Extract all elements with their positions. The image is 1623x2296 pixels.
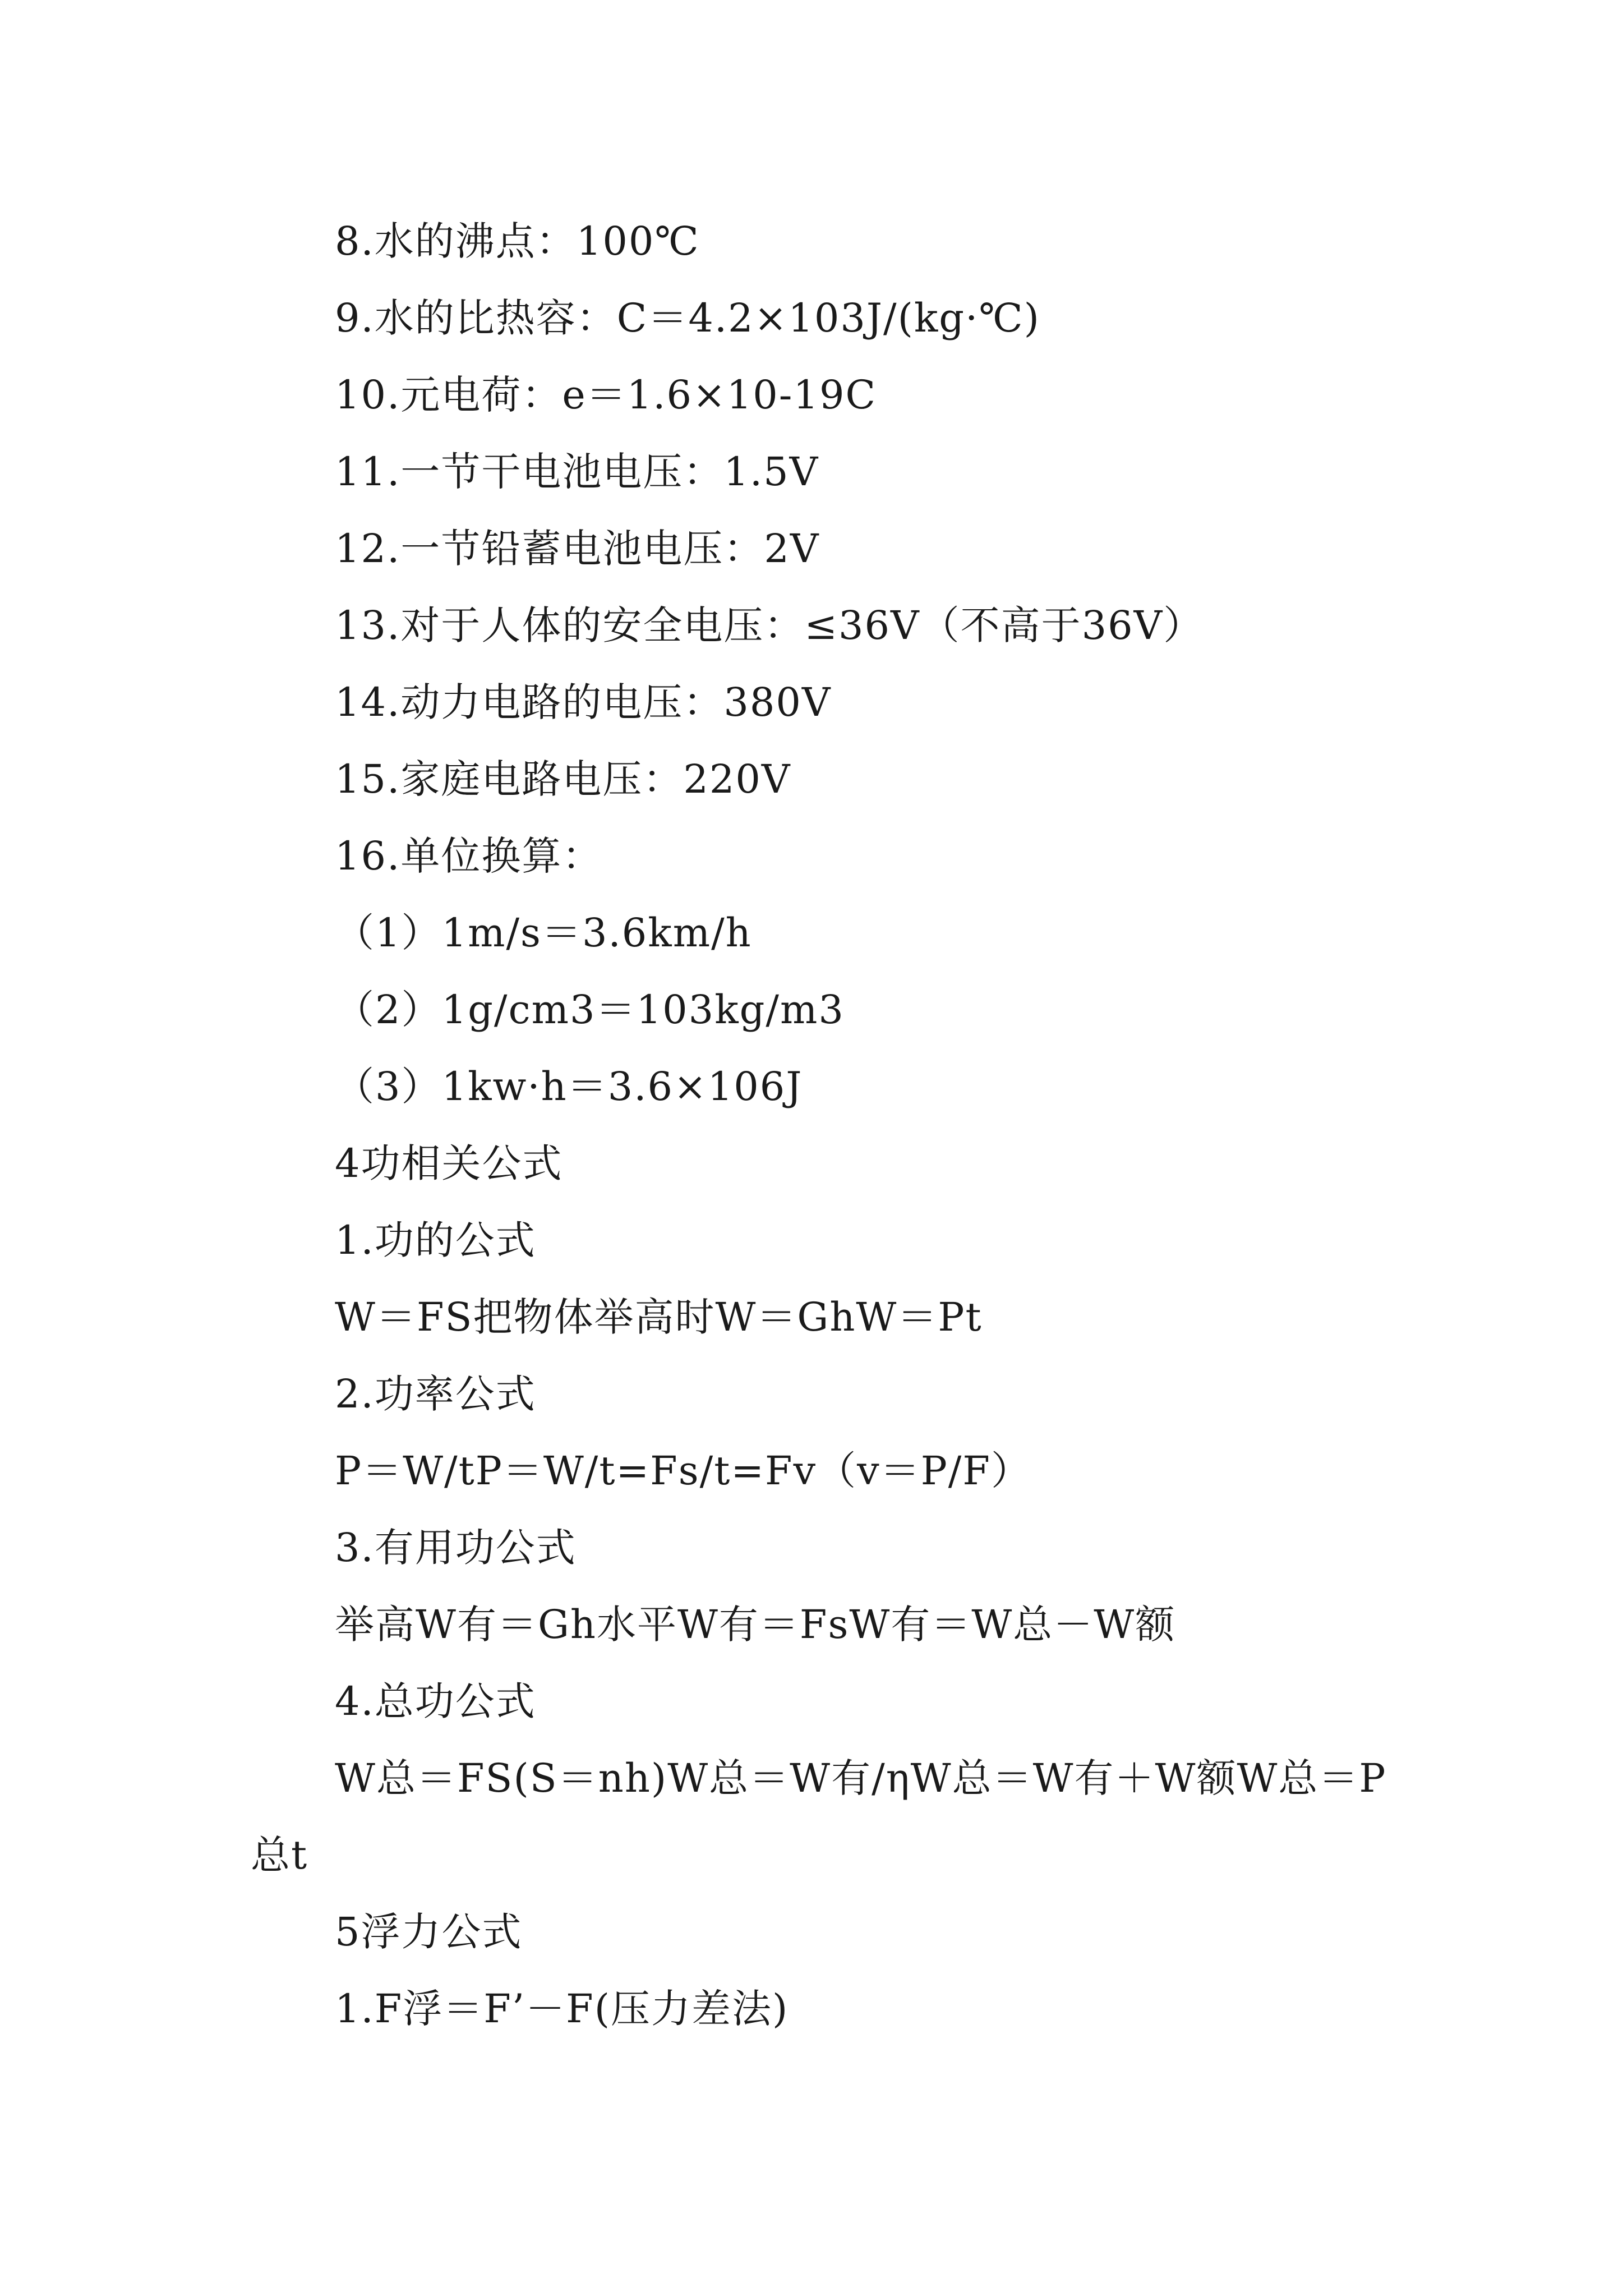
text-line-conversion-1: （1）1m/s＝3.6km/h xyxy=(335,910,752,956)
text-line-lead-battery-voltage: 12.一节铅蓄电池电压：2V xyxy=(335,526,820,572)
text-line-elementary-charge: 10.元电荷：e＝1.6×10-19C xyxy=(335,372,877,418)
text-line-total-work-formula: W总＝FS(S＝nh)W总＝W有/ηW总＝W有＋W额W总＝P xyxy=(335,1755,1387,1801)
text-line-water-boiling-point: 8.水的沸点：100℃ xyxy=(335,218,700,264)
text-line-household-voltage: 15.家庭电路电压：220V xyxy=(335,756,791,802)
text-line-power-formula-heading: 2.功率公式 xyxy=(335,1371,536,1417)
text-line-conversion-2: （2）1g/cm3＝103kg/m3 xyxy=(335,987,845,1033)
text-line-useful-work-formula: 举高W有＝Gh水平W有＝FsW有＝W总－W额 xyxy=(335,1602,1176,1648)
text-line-useful-work-heading: 3.有用功公式 xyxy=(335,1525,577,1571)
text-line-conversion-3: （3）1kw·h＝3.6×106J xyxy=(335,1064,803,1110)
text-line-buoyancy-pressure-difference: 1.F浮＝F’－F(压力差法) xyxy=(335,1986,789,2032)
section-heading-work-formulas: 4功相关公式 xyxy=(335,1140,563,1186)
text-line-power-formula: P＝W/tP＝W/t=Fs/t=Fv（v＝P/F） xyxy=(335,1448,1031,1494)
text-line-work-formula: W＝FS把物体举高时W＝GhW＝Pt xyxy=(335,1294,983,1340)
text-line-safe-voltage: 13.对于人体的安全电压：≤36V（不高于36V） xyxy=(335,602,1204,648)
section-heading-buoyancy-formulas: 5浮力公式 xyxy=(335,1909,523,1955)
text-line-dry-battery-voltage: 11.一节干电池电压：1.5V xyxy=(335,449,819,495)
text-line-power-circuit-voltage: 14.动力电路的电压：380V xyxy=(335,679,832,725)
text-line-water-specific-heat: 9.水的比热容：C＝4.2×103J/(kg·℃) xyxy=(335,295,1040,341)
text-line-total-work-heading: 4.总功公式 xyxy=(335,1678,536,1724)
text-line-total-work-formula-cont: 总t xyxy=(251,1832,308,1878)
text-line-unit-conversion: 16.单位换算： xyxy=(335,833,603,879)
text-line-work-formula-heading: 1.功的公式 xyxy=(335,1217,536,1263)
